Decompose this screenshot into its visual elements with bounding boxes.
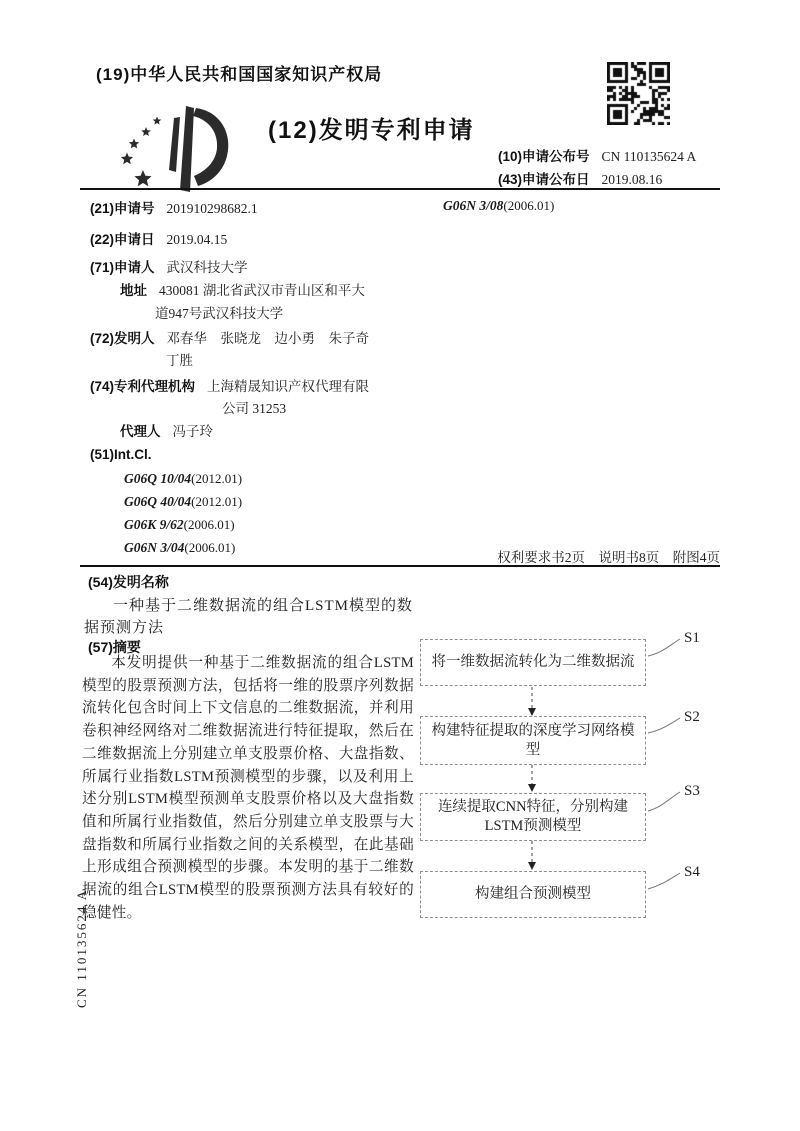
vertical-publication-number: CN 110135624 A: [74, 888, 89, 1008]
application-number-label: (21)申请号: [90, 201, 155, 216]
application-number-row: [90, 197, 258, 218]
address-label: 地址: [120, 283, 147, 298]
inventors-line1: 邓春华 张晓龙 边小勇 朱子奇: [166, 331, 370, 346]
qr-code-canvas: [607, 62, 670, 125]
abstract-text: 本发明提供一种基于二维数据流的组合LSTM模型的股票预测方法，包括将一维的股票序列数据流转化包含时间上下文信息的二维数据流，并利用卷积神经网络对二维数据流进行特征提取，然后在二维数据流上分别建立单支股票价格、大盘指数、所属行业指数LSTM预测模型的步骤，以及利用上述分别LSTM模型预测单支股票价格以及大盘指数值和所属行业指数值，然后分别建立单支股票与大盘指数和所属行业指数之间的关系模型，在此基础上形成组合预测模型的步骤。本发明的基于二维数据流的组合LSTM模型的股票预测方法具有较好的稳健性。: [82, 655, 414, 921]
invention-title-line2: 据预测方法: [84, 620, 165, 636]
applicant-row: [90, 256, 248, 277]
cnipa-logo-graphic: [110, 102, 232, 196]
flowchart-step-3-label: S3: [684, 783, 700, 799]
flowchart-step-4-box: [420, 871, 646, 918]
agent-row: [120, 420, 213, 441]
flowchart-step-3-text: 连续提取CNN特征，分别构建LSTM预测模型: [437, 799, 629, 834]
application-number-value: 201910298682.1: [166, 201, 258, 216]
intcl-version: (2006.01): [183, 517, 235, 532]
applicant-value: 武汉科技大学: [166, 260, 248, 275]
inventors-label: (72)发明人: [90, 331, 155, 346]
intcl-version: (2012.01): [191, 494, 243, 509]
document-type-title: (12)发明专利申请: [268, 117, 475, 144]
invention-title-line1: 一种基于二维数据流的组合LSTM模型的数: [113, 598, 414, 614]
header-divider: [80, 188, 720, 190]
intcl-entry: [124, 539, 235, 557]
flowchart-step-2-text: 构建特征提取的深度学习网络模型: [431, 722, 635, 758]
address-line1: 430081 湖北省武汉市青山区和平大: [159, 283, 365, 298]
invention-title-label: (54)发明名称: [88, 574, 169, 590]
intcl-entry-right: [443, 197, 554, 215]
cnipa-logo: [110, 102, 232, 196]
flowchart-step-4-label: S4: [684, 864, 700, 880]
inventors-line2: 丁胜: [166, 353, 193, 368]
application-date-row: [90, 228, 227, 249]
intcl-version: (2006.01): [503, 198, 555, 213]
abstract-label: (57)摘要: [88, 639, 141, 655]
qr-code: [607, 62, 670, 130]
publication-number-value: CN 110135624 A: [601, 149, 697, 164]
publication-date-row: [498, 168, 662, 189]
agent-label: 代理人: [120, 424, 161, 439]
intcl-version: (2012.01): [191, 471, 243, 486]
pages-info: 权利要求书2页 说明书8页 附图4页: [497, 550, 720, 565]
intcl-version: (2006.01): [184, 540, 236, 555]
publication-number-label: (10)申请公布号: [498, 149, 590, 164]
flowchart-step-1-text: 将一维数据流转化为二维数据流: [431, 654, 635, 670]
flowchart-step-2-box: [420, 716, 646, 765]
agency-row: [90, 375, 369, 396]
biblio-divider: [80, 565, 720, 567]
agency-line2: 公司 31253: [222, 401, 287, 416]
application-date-value: 2019.04.15: [166, 232, 228, 247]
flowchart-step-4-text: 构建组合预测模型: [475, 886, 591, 902]
intcl-entry: [124, 516, 235, 534]
flowchart-step-3-box: [420, 793, 646, 841]
abstract-text-block: [82, 652, 414, 921]
agency-line1: 上海精晟知识产权代理有限: [207, 379, 370, 394]
intcl-entry: [124, 470, 242, 488]
intcl-entry: [124, 493, 242, 511]
intcl-label: (51)Int.Cl.: [90, 447, 152, 462]
intcl-code: G06N 3/04: [124, 540, 185, 555]
inventors-row: [90, 327, 369, 348]
intcl-code: G06N 3/08: [443, 198, 504, 213]
address-line2: 道947号武汉科技大学: [155, 306, 284, 321]
flowchart-step-1-label: S1: [684, 630, 700, 646]
flowchart-step-1-box: [420, 639, 646, 686]
intcl-code: G06Q 10/04: [124, 471, 192, 486]
agent-value: 冯子玲: [172, 424, 213, 439]
agency-label: (74)专利代理机构: [90, 379, 196, 394]
publication-number-row: [498, 145, 696, 166]
flowchart-step-2-label: S2: [684, 709, 700, 725]
intcl-code: G06Q 40/04: [124, 494, 192, 509]
patent-office-title: (19)中华人民共和国国家知识产权局: [96, 65, 383, 84]
publication-date-label: (43)申请公布日: [498, 172, 590, 187]
applicant-label: (71)申请人: [90, 260, 155, 275]
intcl-code: G06K 9/62: [124, 517, 184, 532]
address-row: [120, 279, 365, 300]
publication-date-value: 2019.08.16: [601, 172, 663, 187]
application-date-label: (22)申请日: [90, 232, 155, 247]
